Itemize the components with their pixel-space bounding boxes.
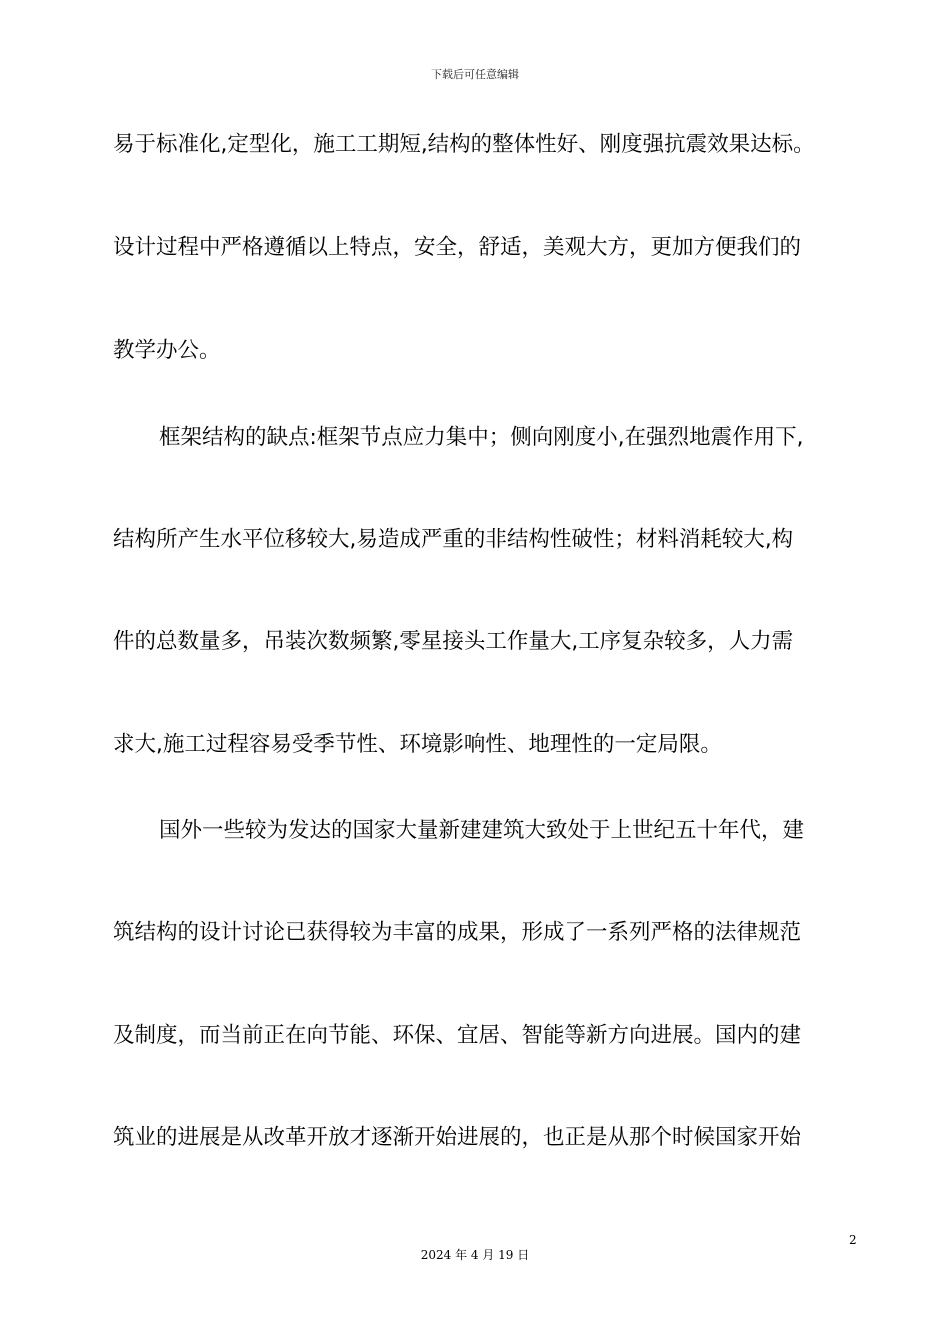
text-line: 易于标准化,定型化，施工工期短,结构的整体性好、刚度强抗震效果达标。 bbox=[113, 132, 815, 157]
text-line: 结构所产生水平位移较大,易造成严重的非结构性破性；材料消耗较大,构 bbox=[113, 527, 794, 552]
text-line: 设计过程中严格遵循以上特点，安全，舒适，美观大方，更加方便我们的 bbox=[113, 235, 802, 260]
page-header: 下载后可任意编辑 bbox=[431, 68, 519, 81]
text-line: 件的总数量多，吊装次数频繁,零星接头工作量大,工序复杂较多，人力需 bbox=[113, 629, 794, 654]
text-line: 筑结构的设计讨论已获得较为丰富的成果，形成了一系列严格的法律规范 bbox=[113, 920, 802, 945]
text-line-paragraph-start: 框架结构的缺点:框架节点应力集中；侧向刚度小,在强烈地震作用下, bbox=[159, 425, 804, 450]
text-line: 筑业的进展是从改革开放才逐渐开始进展的，也正是从那个时候国家开始 bbox=[113, 1125, 802, 1150]
page-number: 2 bbox=[849, 1233, 857, 1247]
text-line: 教学办公。 bbox=[113, 338, 221, 363]
footer-date: 2024 年 4 月 19 日 bbox=[420, 1248, 530, 1262]
text-line-paragraph-start: 国外一些较为发达的国家大量新建建筑大致处于上世纪五十年代，建 bbox=[159, 818, 805, 843]
text-line: 求大,施工过程容易受季节性、环境影响性、地理性的一定局限。 bbox=[113, 732, 722, 757]
text-line: 及制度，而当前正在向节能、环保、宜居、智能等新方向进展。国内的建 bbox=[113, 1023, 802, 1048]
